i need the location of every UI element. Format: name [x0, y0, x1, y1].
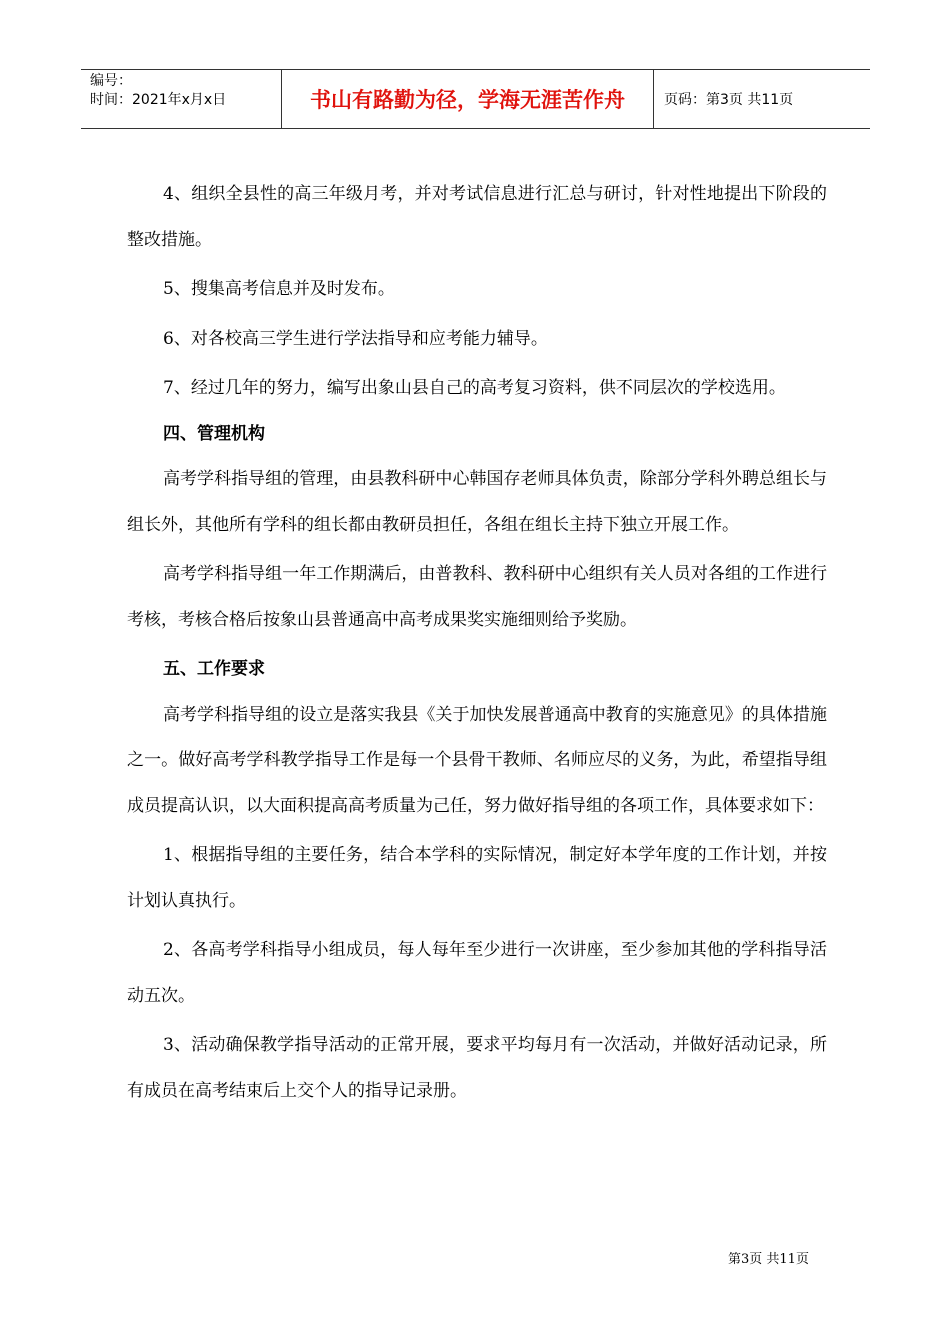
paragraph-task-6: 6、对各校高三学生进行学法指导和应考能力辅导。	[163, 328, 548, 349]
document-date-label: 时间：2021年x月x日	[90, 92, 227, 108]
paragraph-requirements-intro: 高考学科指导组的设立是落实我县《关于加快发展普通高中教育的实施意见》的具体措施之一。做好高考学科教学指导工作是每一个县骨干教师、名师应尽的义务，为此，希望指导组成员提高认识，以大面积提高高考质量为己任，努力做好指导组的各项工作，具体要求如下：	[127, 704, 827, 816]
document-number-label: 编号：	[90, 73, 132, 89]
header-motto: 书山有路勤为径，学海无涯苦作舟	[281, 70, 654, 128]
paragraph-requirement-1: 1、根据指导组的主要任务，结合本学科的实际情况，制定好本学年度的工作计划，并按计划认真执行。	[127, 845, 827, 911]
page-footer: 第3页 共11页	[728, 1252, 809, 1267]
section-heading-requirements: 五、工作要求	[163, 659, 265, 679]
section-heading-management: 四、管理机构	[163, 423, 265, 444]
paragraph-management-1: 高考学科指导组的管理，由县教科研中心韩国存老师具体负责，除部分学科外聘总组长与组长外，其他所有学科的组长都由教研员担任，各组在组长主持下独立开展工作。	[127, 469, 827, 535]
header-meta	[81, 70, 281, 128]
paragraph-task-4: 4、组织全县性的高三年级月考，并对考试信息进行汇总与研讨，针对性地提出下阶段的整改措施。	[127, 184, 827, 250]
page-header	[81, 69, 870, 129]
paragraph-requirement-3: 3、活动确保教学指导活动的正常开展，要求平均每月有一次活动，并做好活动记录，所有成员在高考结束后上交个人的指导记录册。	[127, 1035, 827, 1101]
document-body	[127, 172, 827, 1114]
paragraph-task-7: 7、经过几年的努力，编写出象山县自己的高考复习资料，供不同层次的学校选用。	[163, 378, 786, 398]
header-page-number: 页码：第3页 共11页	[664, 92, 794, 108]
paragraph-requirement-2: 2、各高考学科指导小组成员，每人每年至少进行一次讲座，至少参加其他的学科指导活动五次。	[127, 940, 827, 1006]
paragraph-management-2: 高考学科指导组一年工作期满后，由普教科、教科研中心组织有关人员对各组的工作进行考核，考核合格后按象山县普通高中高考成果奖实施细则给予奖励。	[127, 564, 827, 630]
paragraph-task-5: 5、搜集高考信息并及时发布。	[163, 279, 395, 299]
